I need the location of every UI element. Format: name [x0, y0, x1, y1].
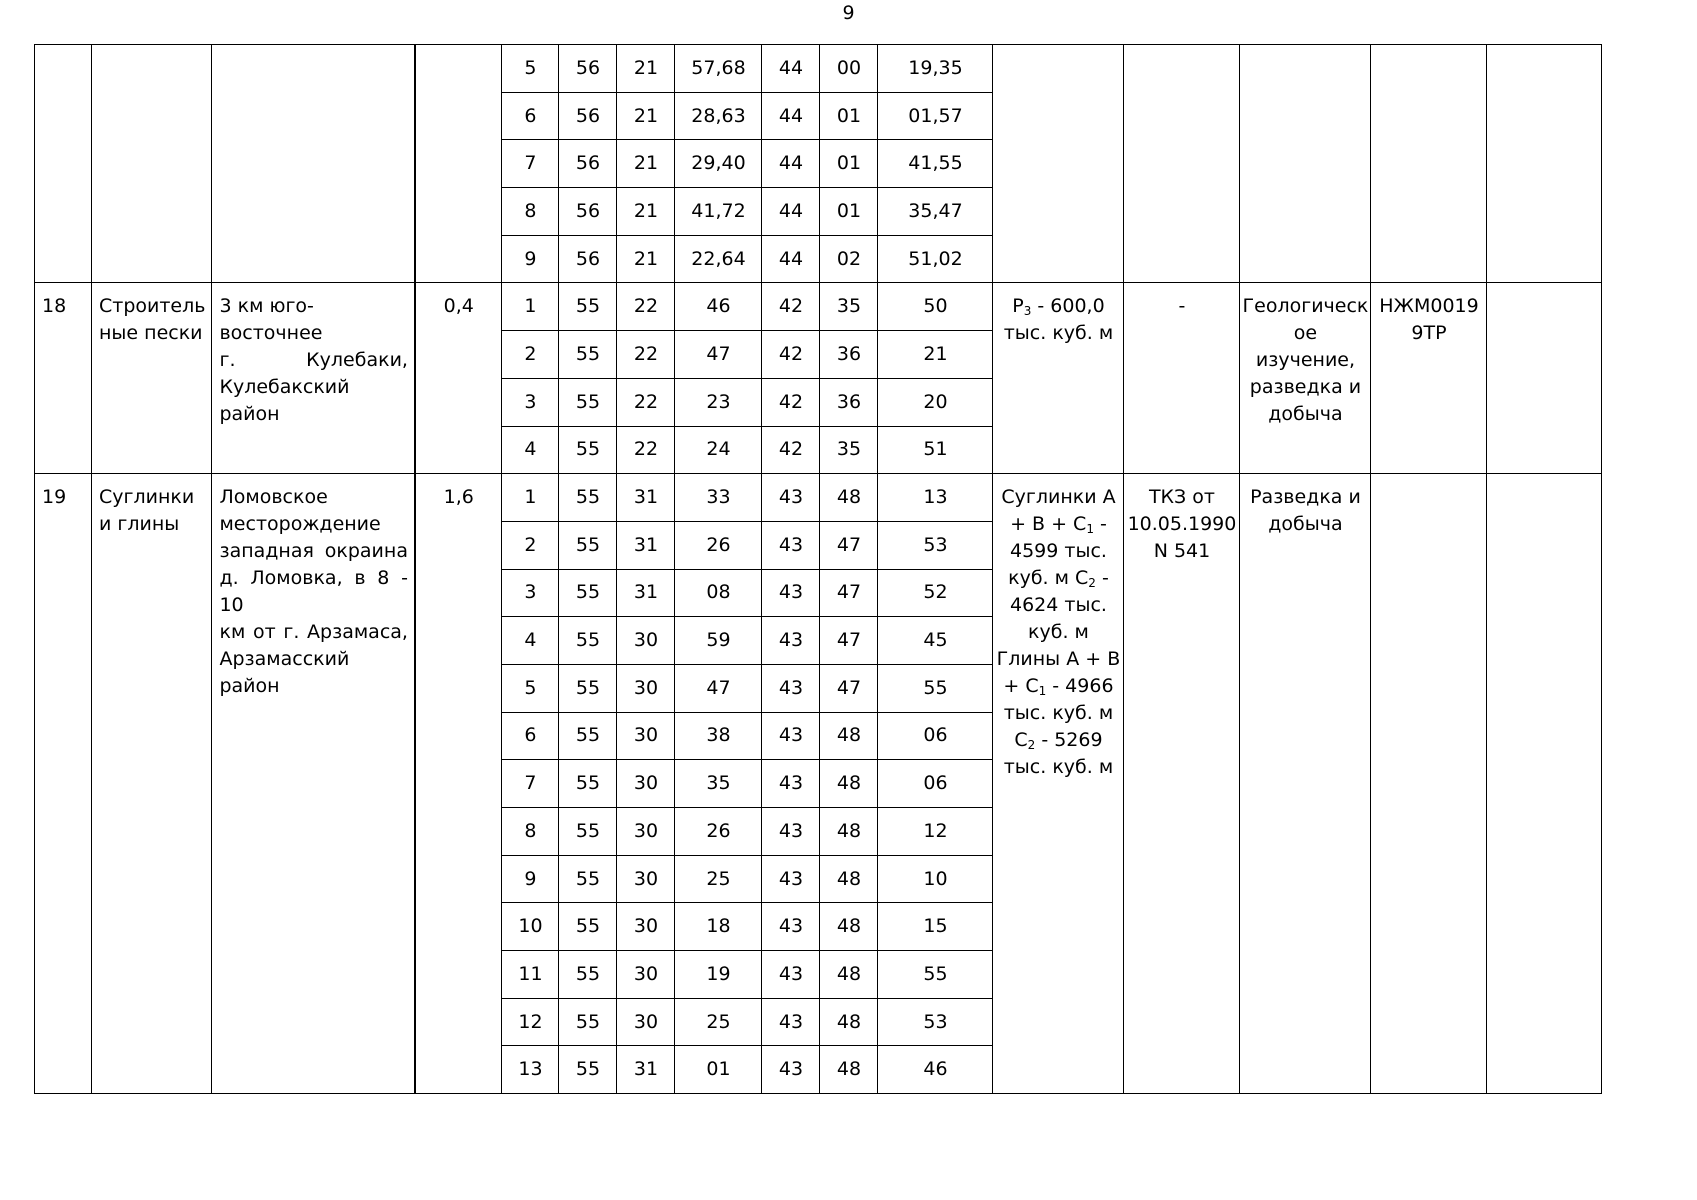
- text-line: N 541: [1153, 540, 1211, 563]
- coord-cell: 9: [502, 855, 559, 903]
- coord-cell: 43: [762, 712, 820, 760]
- coord-cell: 25: [675, 998, 762, 1046]
- coord-cell: 11: [502, 951, 559, 999]
- coord-cell: 21: [617, 188, 675, 236]
- coord-cell: 47: [675, 664, 762, 712]
- coord-cell: 8: [502, 188, 559, 236]
- text-line: Суглинки А: [1001, 486, 1116, 509]
- coord-cell: 06: [878, 760, 993, 808]
- reserves-line: [993, 565, 1123, 592]
- coord-cell: 55: [559, 521, 617, 569]
- coord-cell: 55: [559, 855, 617, 903]
- coord-cell: 7: [502, 140, 559, 188]
- reserves-line-subscript: 1: [1086, 522, 1094, 537]
- coord-cell: 25: [675, 855, 762, 903]
- text-line: 19: [42, 486, 67, 509]
- coord-cell: 6: [502, 712, 559, 760]
- license-cell: [1371, 45, 1487, 283]
- text-line: Разведка и: [1250, 486, 1361, 509]
- coord-cell: 51,02: [878, 235, 993, 283]
- reserves-line-text-end: - 600,0: [1031, 295, 1105, 318]
- approval-cell: [1124, 45, 1240, 283]
- coord-cell: 01: [820, 188, 878, 236]
- coord-cell: 1: [502, 283, 559, 331]
- text-line: ое: [1293, 322, 1318, 345]
- text-line: 1,6: [443, 486, 474, 509]
- deposits-table: [34, 44, 1602, 1094]
- coord-cell: 30: [617, 951, 675, 999]
- mineral-cell: [92, 45, 212, 283]
- coord-cell: 31: [617, 569, 675, 617]
- text-line: 18: [42, 295, 67, 318]
- coord-cell: 29,40: [675, 140, 762, 188]
- coord-cell: 41,55: [878, 140, 993, 188]
- text-line: 9ТР: [1411, 322, 1447, 345]
- coord-cell: 21: [617, 92, 675, 140]
- coord-cell: 43: [762, 521, 820, 569]
- coord-cell: 57,68: [675, 45, 762, 93]
- coord-cell: 26: [675, 808, 762, 856]
- coord-cell: 20: [878, 378, 993, 426]
- coord-cell: 06: [878, 712, 993, 760]
- coord-cell: 38: [675, 712, 762, 760]
- text-line: 4624 тыс.: [1009, 594, 1107, 617]
- coord-cell: 43: [762, 617, 820, 665]
- coord-cell: 12: [878, 808, 993, 856]
- reserves-line: [993, 673, 1123, 700]
- coord-cell: 1: [502, 474, 559, 522]
- coord-cell: 43: [762, 903, 820, 951]
- coord-cell: 35: [820, 283, 878, 331]
- coord-cell: 21: [617, 140, 675, 188]
- coord-cell: 45: [878, 617, 993, 665]
- notes-cell: [1487, 474, 1602, 1094]
- reserves-line-text-end: - 5269: [1035, 729, 1103, 752]
- coord-cell: 36: [820, 331, 878, 379]
- no-cell: [35, 45, 92, 283]
- coord-cell: 30: [617, 617, 675, 665]
- coord-cell: 48: [820, 760, 878, 808]
- text-line: добыча: [1268, 513, 1343, 536]
- coord-cell: 43: [762, 664, 820, 712]
- coord-cell: 08: [675, 569, 762, 617]
- coord-cell: 2: [502, 331, 559, 379]
- text-line: ные пески: [99, 322, 203, 345]
- coord-cell: 10: [502, 903, 559, 951]
- table-row: [35, 283, 1602, 331]
- coord-cell: 55: [559, 283, 617, 331]
- coord-cell: 30: [617, 903, 675, 951]
- area-cell: [415, 45, 502, 283]
- coord-cell: 22: [617, 426, 675, 474]
- reserves-cell: [993, 283, 1124, 474]
- area-cell: [415, 283, 502, 474]
- table-row: [35, 45, 1602, 93]
- coord-cell: 22: [617, 378, 675, 426]
- coord-cell: 55: [559, 760, 617, 808]
- text-line: Суглинки: [99, 486, 195, 509]
- table-row: [35, 474, 1602, 522]
- coord-cell: 31: [617, 521, 675, 569]
- coord-cell: 22,64: [675, 235, 762, 283]
- coord-cell: 55: [878, 664, 993, 712]
- coord-cell: 55: [559, 331, 617, 379]
- coord-cell: 55: [559, 998, 617, 1046]
- coord-cell: 30: [617, 760, 675, 808]
- coord-cell: 02: [820, 235, 878, 283]
- text-line: тыс. куб. м: [1003, 702, 1114, 725]
- text-line: и глины: [99, 513, 180, 536]
- notes-cell: [1487, 283, 1602, 474]
- notes-cell: [1487, 45, 1602, 283]
- coord-cell: 42: [762, 283, 820, 331]
- coord-cell: 43: [762, 760, 820, 808]
- coord-cell: 31: [617, 474, 675, 522]
- coord-cell: 55: [559, 664, 617, 712]
- coord-cell: 22: [617, 331, 675, 379]
- text-line: [219, 347, 408, 374]
- coord-cell: 2: [502, 521, 559, 569]
- area-cell: [415, 474, 502, 1094]
- coord-cell: 56: [559, 140, 617, 188]
- license-cell: [1371, 474, 1487, 1094]
- coord-cell: 23: [675, 378, 762, 426]
- coord-cell: 55: [559, 474, 617, 522]
- reserves-line: [993, 727, 1123, 754]
- use-cell: [1240, 45, 1371, 283]
- coord-cell: 53: [878, 998, 993, 1046]
- coord-cell: 19,35: [878, 45, 993, 93]
- text-line: -: [1178, 295, 1186, 318]
- coord-cell: 22: [617, 283, 675, 331]
- coord-cell: 9: [502, 235, 559, 283]
- approval-cell: [1124, 474, 1240, 1094]
- coord-cell: 52: [878, 569, 993, 617]
- coord-cell: 43: [762, 951, 820, 999]
- coord-cell: 43: [762, 1046, 820, 1094]
- coord-cell: 19: [675, 951, 762, 999]
- coord-cell: 35: [820, 426, 878, 474]
- coord-cell: 55: [559, 617, 617, 665]
- coord-cell: 47: [820, 617, 878, 665]
- coord-cell: 48: [820, 1046, 878, 1094]
- reserves-line-subscript: 2: [1027, 738, 1036, 753]
- coord-cell: 01,57: [878, 92, 993, 140]
- text-line: западная окраина: [219, 540, 408, 563]
- coord-cell: 47: [820, 521, 878, 569]
- text-line: Строитель: [99, 295, 206, 318]
- coord-cell: 56: [559, 188, 617, 236]
- coord-cell: 8: [502, 808, 559, 856]
- reserves-line-text: + В + С: [1010, 513, 1087, 536]
- license-cell: [1371, 283, 1487, 474]
- use-cell: [1240, 474, 1371, 1094]
- reserves-line-subscript: 3: [1023, 304, 1032, 319]
- coord-cell: 48: [820, 474, 878, 522]
- text-line: 4599 тыс.: [1009, 540, 1107, 563]
- coord-cell: 42: [762, 426, 820, 474]
- coord-cell: 5: [502, 45, 559, 93]
- coord-cell: 42: [762, 378, 820, 426]
- coord-cell: 01: [820, 92, 878, 140]
- coord-cell: 35,47: [878, 188, 993, 236]
- coord-cell: 44: [762, 45, 820, 93]
- coord-cell: 30: [617, 998, 675, 1046]
- reserves-line-text: + С: [1003, 675, 1039, 698]
- coord-cell: 47: [820, 664, 878, 712]
- mineral-cell: [92, 283, 212, 474]
- coord-cell: 48: [820, 808, 878, 856]
- coord-cell: 30: [617, 712, 675, 760]
- coord-cell: 48: [820, 903, 878, 951]
- approval-cell: [1124, 283, 1240, 474]
- coord-cell: 15: [878, 903, 993, 951]
- coord-cell: 56: [559, 92, 617, 140]
- coord-cell: 48: [820, 951, 878, 999]
- reserves-line: [993, 293, 1123, 320]
- text-line: 3 км юго-восточнее: [219, 295, 323, 345]
- text-line: 10.05.1990: [1127, 513, 1237, 536]
- coord-cell: 30: [617, 855, 675, 903]
- coord-cell: 53: [878, 521, 993, 569]
- coord-cell: 00: [820, 45, 878, 93]
- coord-cell: 44: [762, 140, 820, 188]
- text-line: добыча: [1268, 403, 1343, 426]
- coord-cell: 21: [878, 331, 993, 379]
- coord-cell: 01: [820, 140, 878, 188]
- text-line: НЖМ0019: [1379, 295, 1479, 318]
- coord-cell: 31: [617, 1046, 675, 1094]
- coord-cell: 55: [559, 378, 617, 426]
- coord-cell: 55: [559, 903, 617, 951]
- reserves-line-text: куб. м С: [1008, 567, 1089, 590]
- text-line: тыс. куб. м: [1003, 756, 1114, 779]
- text-line: куб. м: [1028, 621, 1089, 644]
- coord-cell: 3: [502, 569, 559, 617]
- no-cell: [35, 474, 92, 1094]
- coord-cell: 43: [762, 808, 820, 856]
- coord-cell: 12: [502, 998, 559, 1046]
- coord-cell: 26: [675, 521, 762, 569]
- reserves-cell: [993, 474, 1124, 1094]
- text-line-start: г.: [219, 349, 236, 372]
- no-cell: [35, 283, 92, 474]
- mineral-cell: [92, 474, 212, 1094]
- coord-cell: 55: [559, 426, 617, 474]
- text-line: Арзамасский район: [219, 648, 350, 698]
- coord-cell: 42: [762, 331, 820, 379]
- location-cell: [212, 474, 415, 1094]
- reserves-line-text: С: [1014, 729, 1028, 752]
- reserves-line-subscript: 1: [1038, 684, 1047, 699]
- coord-cell: 59: [675, 617, 762, 665]
- text-line: разведка и: [1249, 376, 1362, 399]
- coord-cell: 43: [762, 569, 820, 617]
- coord-cell: 4: [502, 426, 559, 474]
- coord-cell: 50: [878, 283, 993, 331]
- coord-cell: 30: [617, 664, 675, 712]
- text-line: месторождение: [219, 513, 381, 536]
- reserves-line-text: P: [1012, 295, 1024, 318]
- text-line: 0,4: [443, 295, 474, 318]
- text-line: ТКЗ от: [1148, 486, 1215, 509]
- coord-cell: 48: [820, 998, 878, 1046]
- coord-cell: 55: [559, 569, 617, 617]
- coord-cell: 18: [675, 903, 762, 951]
- reserves-line: [993, 511, 1123, 538]
- coord-cell: 55: [559, 1046, 617, 1094]
- text-line: км от г. Арзамаса,: [219, 621, 408, 644]
- coord-cell: 35: [675, 760, 762, 808]
- text-line: Ломовское: [219, 486, 328, 509]
- coord-cell: 51: [878, 426, 993, 474]
- coord-cell: 56: [559, 235, 617, 283]
- reserves-line-text-end: -: [1095, 567, 1109, 590]
- coord-cell: 41,72: [675, 188, 762, 236]
- coord-cell: 43: [762, 855, 820, 903]
- coord-cell: 55: [559, 808, 617, 856]
- text-line: тыс. куб. м: [1003, 322, 1114, 345]
- coord-cell: 55: [878, 951, 993, 999]
- reserves-line-text-end: -: [1093, 513, 1107, 536]
- coord-cell: 43: [762, 474, 820, 522]
- text-line-end: Кулебаки,: [306, 349, 408, 372]
- coord-cell: 7: [502, 760, 559, 808]
- coord-cell: 13: [878, 474, 993, 522]
- coord-cell: 01: [675, 1046, 762, 1094]
- coord-cell: 13: [502, 1046, 559, 1094]
- coord-cell: 48: [820, 712, 878, 760]
- coord-cell: 5: [502, 664, 559, 712]
- coord-cell: 44: [762, 188, 820, 236]
- text-line: д. Ломовка, в 8 - 10: [219, 567, 408, 617]
- coord-cell: 48: [820, 855, 878, 903]
- page-number: 9: [842, 2, 855, 24]
- coord-cell: 47: [820, 569, 878, 617]
- coord-cell: 10: [878, 855, 993, 903]
- coord-cell: 4: [502, 617, 559, 665]
- coord-cell: 33: [675, 474, 762, 522]
- coord-cell: 46: [878, 1046, 993, 1094]
- coord-cell: 28,63: [675, 92, 762, 140]
- location-cell: [212, 283, 415, 474]
- coord-cell: 21: [617, 45, 675, 93]
- coord-cell: 56: [559, 45, 617, 93]
- reserves-line-subscript: 2: [1088, 576, 1096, 591]
- location-cell: [212, 45, 415, 283]
- coord-cell: 6: [502, 92, 559, 140]
- coord-cell: 36: [820, 378, 878, 426]
- use-cell: [1240, 283, 1371, 474]
- reserves-line-text-end: - 4966: [1046, 675, 1114, 698]
- text-line: Кулебакский район: [219, 376, 350, 426]
- coord-cell: 55: [559, 712, 617, 760]
- coord-cell: 44: [762, 92, 820, 140]
- coord-cell: 43: [762, 998, 820, 1046]
- coord-cell: 47: [675, 331, 762, 379]
- coord-cell: 24: [675, 426, 762, 474]
- coord-cell: 46: [675, 283, 762, 331]
- coord-cell: 55: [559, 951, 617, 999]
- text-line: Геологическ: [1242, 295, 1369, 318]
- coord-cell: 21: [617, 235, 675, 283]
- text-line: изучение,: [1255, 349, 1356, 372]
- text-line: Глины А + В: [996, 648, 1121, 671]
- coord-cell: 44: [762, 235, 820, 283]
- reserves-cell: [993, 45, 1124, 283]
- coord-cell: 30: [617, 808, 675, 856]
- coord-cell: 3: [502, 378, 559, 426]
